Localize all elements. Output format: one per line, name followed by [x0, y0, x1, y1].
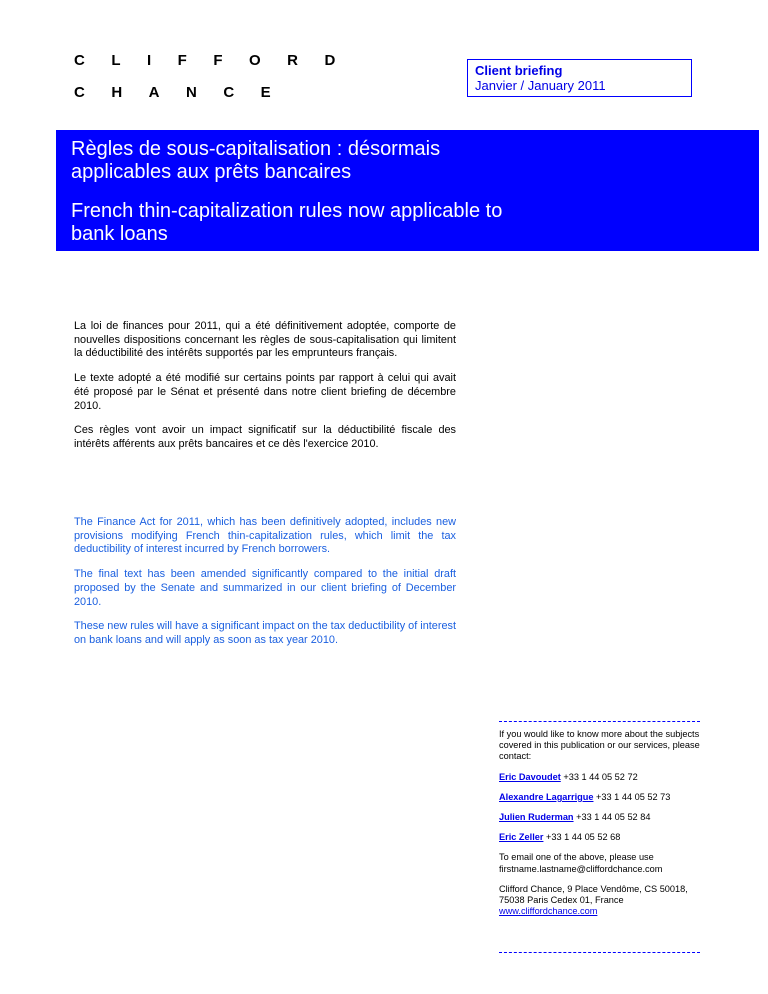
contact-phone: +33 1 44 05 52 84 [576, 812, 651, 823]
contact-entry [499, 772, 700, 783]
contact-panel [499, 721, 700, 953]
email-note: To email one of the above, please use firstname.lastname@cliffordchance.com [499, 852, 663, 874]
contact-entry [499, 792, 700, 803]
french-paragraph: La loi de finances pour 2011, qui a été définitivement adoptée, comporte de nouvelles dispositions concernant les règles de sous-capitalisation qui limitent la déductibilité des intérêts supportés par les emprunteurs français. [74, 320, 456, 360]
contact-name-link[interactable]: Julien Ruderman [499, 812, 574, 823]
english-paragraph: These new rules will have a significant impact on the tax deductibility of interest on bank loans and will apply as soon as tax year 2010. [74, 620, 456, 646]
contact-entry [499, 812, 700, 823]
clifford-chance-logo [74, 53, 362, 100]
french-summary [74, 320, 456, 463]
title-french: Règles de sous-capitalisation : désormais applicables aux prêts bancaires [71, 138, 441, 183]
address-block [499, 884, 700, 918]
logo-line-1: CLIFFORD [74, 52, 362, 69]
contact-intro: If you would like to know more about the subjects covered in this publication or our services, please contact: [499, 729, 700, 762]
contact-name-link[interactable]: Eric Zeller [499, 832, 544, 843]
contact-phone: +33 1 44 05 52 72 [563, 771, 638, 782]
briefing-date: Janvier / January 2011 [475, 78, 606, 93]
contact-name-link[interactable]: Alexandre Lagarrigue [499, 791, 594, 802]
briefing-title: Client briefing [475, 63, 563, 78]
office-address: Clifford Chance, 9 Place Vendôme, CS 50018, 75038 Paris Cedex 01, France [499, 883, 688, 906]
client-briefing-box [467, 59, 692, 97]
website-link[interactable]: www.cliffordchance.com [499, 906, 598, 917]
title-banner [56, 130, 759, 251]
logo-line-2: CHANCE [74, 84, 298, 101]
english-paragraph: The final text has been amended significantly compared to the initial draft proposed by the Senate and summarized in our client briefing of December 2010. [74, 568, 456, 608]
french-paragraph: Le texte adopté a été modifié sur certains points par rapport à celui qui avait été proposé par le Sénat et présenté dans notre client briefing de décembre 2010. [74, 372, 456, 412]
french-paragraph: Ces règles vont avoir un impact significatif sur la déductibilité fiscale des intérêts afférents aux prêts bancaires et ce dès l'exercice 2010. [74, 424, 456, 450]
contact-phone: +33 1 44 05 52 73 [596, 791, 671, 802]
contact-phone: +33 1 44 05 52 68 [546, 832, 621, 843]
title-english: French thin-capitalization rules now applicable to bank loans [71, 200, 503, 245]
contact-entry [499, 832, 700, 843]
english-paragraph: The Finance Act for 2011, which has been definitively adopted, includes new provisions modifying French thin-capitalization rules, which limit the tax deductibility of interest incurred by French borrowers. [74, 516, 456, 556]
english-summary [74, 516, 456, 659]
contact-name-link[interactable]: Eric Davoudet [499, 771, 561, 782]
